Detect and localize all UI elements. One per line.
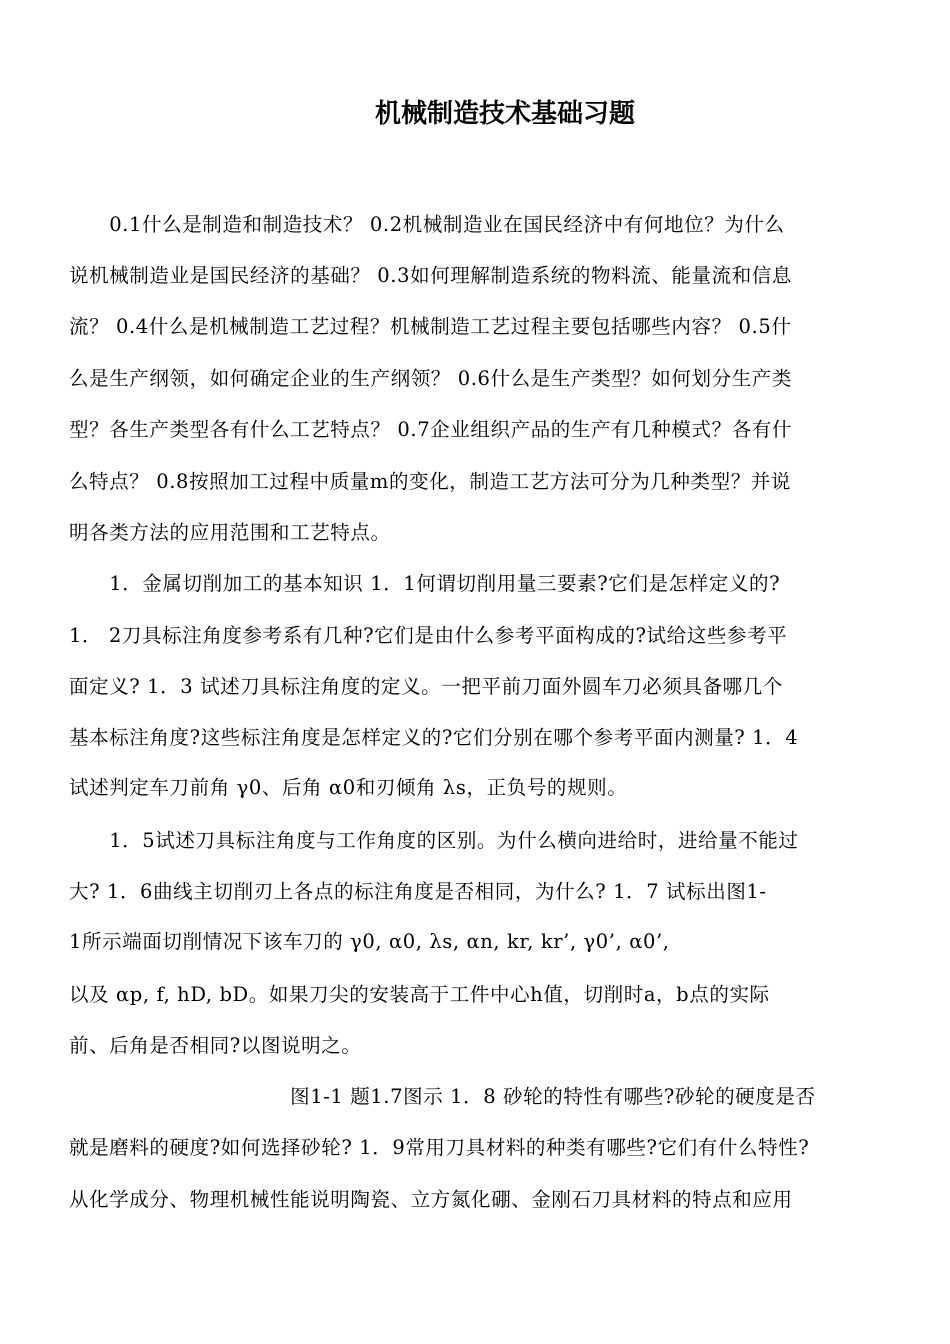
text-line: 1． 2刀具标注角度参考系有几种?它们是由什么参考平面构成的?试给这些参考平 xyxy=(69,624,788,647)
text-line: 型？各生产类型各有什么工艺特点？ 0.7企业组织产品的生产有几种模式？各有什 xyxy=(69,418,793,441)
text-line: 试述判定车刀前角 γ0、后角 α0和刃倾角 λs，正负号的规则。 xyxy=(69,776,628,799)
text-line: 从化学成分、物理机械性能说明陶瓷、立方氮化硼、金刚石刀具材料的特点和应用 xyxy=(69,1188,793,1211)
document-title: 机械制造技术基础习题 xyxy=(374,99,635,129)
text-line: 就是磨料的硬度?如何选择砂轮? 1．9常用刀具材料的种类有哪些?它们有什么特性? xyxy=(69,1136,810,1159)
text-line: 流？ 0.4什么是机械制造工艺过程？机械制造工艺过程主要包括哪些内容？ 0.5什 xyxy=(69,315,792,338)
text-line: 明各类方法的应用范围和工艺特点。 xyxy=(69,521,391,544)
text-line: 以及 αp, f, hD, bD。如果刀尖的安装高于工件中心h值，切削时a，b点的实际 xyxy=(69,983,770,1006)
text-line: 1．金属切削加工的基本知识 1．1何谓切削用量三要素?它们是怎样定义的? xyxy=(69,572,781,595)
text-line: 1所示端面切削情况下该车刀的 γ0, α0, λs, αn, kr, kr’, γ0’, α0’, xyxy=(69,930,670,953)
text-line: 么特点？ 0.8按照加工过程中质量m的变化，制造工艺方法可分为几种类型？并说 xyxy=(69,470,792,493)
text-line: 基本标注角度?这些标注角度是怎样定义的?它们分别在哪个参考平面内测量? 1．4 xyxy=(69,726,799,749)
text-line: 说机械制造业是国民经济的基础？ 0.3如何理解制造系统的物料流、能量流和信息 xyxy=(69,264,793,287)
text-line: 面定义? 1．3 试述刀具标注角度的定义。一把平前刀面外圆车刀必须具备哪几个 xyxy=(69,675,783,698)
text-line: 前、后角是否相同?以图说明之。 xyxy=(69,1034,362,1057)
text-line: 1．5试述刀具标注角度与工作角度的区别。为什么横向进给时，进给量不能过 xyxy=(69,829,799,852)
text-line: 图1-1 题1.7图示 1．8 砂轮的特性有哪些?砂轮的硬度是否 xyxy=(69,1085,816,1108)
text-line: 大? 1．6曲线主切削刃上各点的标注角度是否相同，为什么? 1．7 试标出图1- xyxy=(69,880,767,903)
text-line: 0.1什么是制造和制造技术？ 0.2机械制造业在国民经济中有何地位？为什么 xyxy=(69,213,785,236)
text-line: 么是生产纲领，如何确定企业的生产纲领？ 0.6什么是生产类型？如何划分生产类 xyxy=(69,367,793,390)
